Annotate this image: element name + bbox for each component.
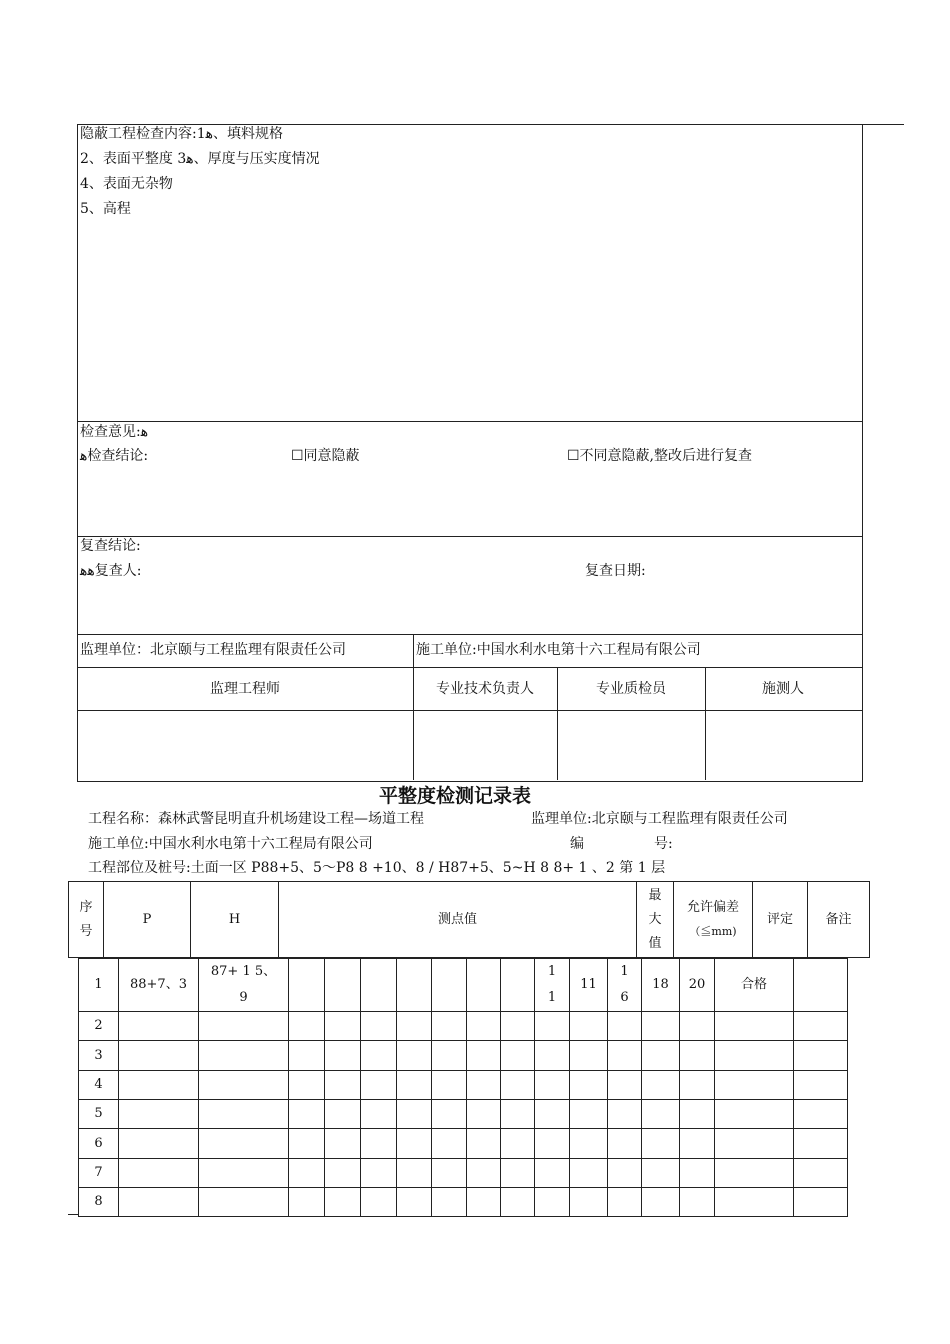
data-cell[interactable] [397, 1100, 432, 1129]
data-cell[interactable] [432, 1159, 467, 1188]
point-cell[interactable] [289, 959, 325, 1012]
data-cell[interactable] [535, 1012, 570, 1041]
data-cell[interactable] [432, 1129, 467, 1159]
opinion-label: 检查意见:ﻫ [80, 424, 149, 440]
location-station: 工程部位及桩号:土面一区 P88+5、5～P8 8 +10、8 / H87+5、5~H 8 8+ 1 、2 第 1 层 [88, 860, 666, 876]
table-row [79, 1100, 901, 1129]
data-cell[interactable] [289, 1159, 325, 1188]
data-cell[interactable] [608, 1012, 642, 1041]
data-cell[interactable] [119, 1071, 199, 1100]
data-cell[interactable] [715, 1041, 794, 1071]
content-line-3: 4、表面无杂物 [80, 176, 173, 192]
data-cell[interactable] [199, 1188, 289, 1217]
record-title: 平整度检测记录表 [378, 785, 531, 807]
data-cell[interactable] [535, 1159, 570, 1188]
data-cell[interactable] [397, 1041, 432, 1071]
project-name: 工程名称：森林武警昆明直升机场建设工程—场道工程 [88, 811, 424, 827]
disagree-checkbox-option[interactable]: ☐不同意隐蔽,整改后进行复查 [567, 448, 753, 464]
row-seq: 6 [79, 1129, 119, 1159]
data-cell[interactable] [397, 1159, 432, 1188]
row-seq: 7 [79, 1159, 119, 1188]
data-cell[interactable] [361, 1041, 397, 1071]
content-line-2: 2、表面平整度 3ﻫ、厚度与压实度情况 [80, 151, 320, 167]
data-cell[interactable] [467, 1188, 501, 1217]
construction-unit: 施工单位:中国水利水电第十六工程局有限公司 [416, 642, 701, 658]
row-seq: 4 [79, 1071, 119, 1100]
data-cell[interactable] [325, 1188, 361, 1217]
data-cell[interactable] [642, 1071, 680, 1100]
data-cell[interactable] [570, 1188, 608, 1217]
data-cell[interactable] [535, 1129, 570, 1159]
data-cell[interactable] [535, 1041, 570, 1071]
content-line-4: 5、高程 [80, 201, 131, 217]
data-cell[interactable] [794, 1159, 848, 1188]
row-seq: 1 [79, 959, 119, 1012]
header-seq: 序 号 [69, 882, 104, 958]
header-p: P [104, 882, 191, 958]
data-cell[interactable] [397, 1012, 432, 1041]
data-cell[interactable] [432, 1012, 467, 1041]
data-cell[interactable] [289, 1071, 325, 1100]
data-cell[interactable] [397, 1188, 432, 1217]
table-row [79, 1071, 901, 1100]
data-cell[interactable] [535, 1188, 570, 1217]
row-h: 87+ 1 5、 9 [199, 959, 289, 1012]
data-cell[interactable] [361, 1129, 397, 1159]
record-construction-unit: 施工单位:中国水利水电第十六工程局有限公司 [88, 836, 373, 852]
row-seq: 2 [79, 1012, 119, 1041]
data-cell[interactable] [432, 1100, 467, 1129]
data-cell[interactable] [199, 1041, 289, 1071]
data-cell[interactable] [361, 1100, 397, 1129]
data-cell[interactable] [501, 1188, 535, 1217]
data-cell[interactable] [325, 1159, 361, 1188]
data-cell[interactable] [119, 1041, 199, 1071]
data-cell[interactable] [680, 1100, 715, 1129]
data-cell[interactable] [361, 1071, 397, 1100]
point-value-1: 1 1 [535, 959, 570, 1012]
data-cell[interactable] [361, 1012, 397, 1041]
role-supervising-engineer: 监理工程师 [210, 681, 280, 697]
data-cell[interactable] [119, 1129, 199, 1159]
data-cell[interactable] [642, 1129, 680, 1159]
recheck-label: 复查结论: [80, 538, 141, 554]
data-cell[interactable] [325, 1100, 361, 1129]
point-value-3: 1 6 [608, 959, 642, 1012]
data-cell[interactable] [289, 1100, 325, 1129]
agree-checkbox-option[interactable]: ☐同意隐蔽 [291, 448, 360, 464]
data-cell[interactable] [535, 1071, 570, 1100]
row-tolerance: 20 [680, 959, 715, 1012]
data-cell[interactable] [325, 1012, 361, 1041]
data-cell[interactable] [608, 1159, 642, 1188]
data-cell[interactable] [501, 1041, 535, 1071]
data-cell[interactable] [535, 1100, 570, 1129]
row-p: 88+7、3 [119, 959, 199, 1012]
data-cell[interactable] [289, 1041, 325, 1071]
row-seq: 8 [79, 1188, 119, 1217]
data-cell[interactable] [432, 1071, 467, 1100]
data-cell[interactable] [715, 1188, 794, 1217]
data-cell[interactable] [501, 1129, 535, 1159]
data-cell[interactable] [501, 1100, 535, 1129]
bottom-left-rule [68, 1214, 78, 1215]
data-cell[interactable] [119, 1012, 199, 1041]
data-cell[interactable] [467, 1071, 501, 1100]
data-cell[interactable] [467, 1012, 501, 1041]
supervision-unit: 监理单位：北京颐与工程监理有限责任公司 [80, 642, 346, 658]
data-cell[interactable] [680, 1012, 715, 1041]
header-tolerance: 允许偏差 （≦mm) [674, 882, 753, 958]
data-cell[interactable] [199, 1100, 289, 1129]
point-cell[interactable] [501, 959, 535, 1012]
data-cell[interactable] [570, 1159, 608, 1188]
row-seq: 3 [79, 1041, 119, 1071]
data-cell[interactable] [289, 1012, 325, 1041]
data-cell[interactable] [397, 1071, 432, 1100]
divider-opinion [77, 421, 862, 422]
data-cell[interactable] [794, 1012, 848, 1041]
role-surveyor: 施测人 [762, 681, 804, 697]
row-max-value: 18 [642, 959, 680, 1012]
header-max-value: 最 大 值 [637, 882, 674, 958]
data-cell[interactable] [501, 1159, 535, 1188]
data-cell[interactable] [432, 1041, 467, 1071]
conclusion-label: ﻫ检查结论: [80, 448, 149, 464]
record-supervision-unit: 监理单位:北京颐与工程监理有限责任公司 [531, 811, 788, 827]
data-cell[interactable] [501, 1012, 535, 1041]
data-cell[interactable] [794, 1188, 848, 1217]
table-row [79, 1188, 901, 1217]
data-cell[interactable] [715, 1071, 794, 1100]
data-cell[interactable] [119, 1159, 199, 1188]
row-seq: 5 [79, 1100, 119, 1129]
divider-signatures [77, 710, 862, 711]
data-cell[interactable] [289, 1188, 325, 1217]
record-data-table [78, 958, 901, 1217]
data-cell[interactable] [680, 1041, 715, 1071]
data-cell[interactable] [642, 1041, 680, 1071]
data-cell[interactable] [199, 1159, 289, 1188]
data-cell[interactable] [432, 1188, 467, 1217]
table-row [79, 1129, 901, 1159]
data-cell[interactable] [680, 1129, 715, 1159]
rechecker-label: ﻫﻫ复查人: [80, 563, 142, 579]
data-cell[interactable] [199, 1012, 289, 1041]
point-value-2: 11 [570, 959, 608, 1012]
data-cell[interactable] [119, 1100, 199, 1129]
divider-units [77, 634, 862, 635]
data-cell[interactable] [642, 1159, 680, 1188]
point-cell[interactable] [397, 959, 432, 1012]
data-cell[interactable] [325, 1129, 361, 1159]
data-cell[interactable] [325, 1041, 361, 1071]
data-cell[interactable] [467, 1041, 501, 1071]
data-cell[interactable] [119, 1188, 199, 1217]
data-cell[interactable] [570, 1129, 608, 1159]
point-cell[interactable] [325, 959, 361, 1012]
data-cell[interactable] [289, 1129, 325, 1159]
data-cell[interactable] [642, 1012, 680, 1041]
role-quality-inspector: 专业质检员 [596, 681, 666, 697]
header-h: H [191, 882, 279, 958]
data-cell[interactable] [608, 1071, 642, 1100]
header-rating: 评定 [753, 882, 808, 958]
top-right-rule [861, 124, 904, 125]
units-split [413, 634, 414, 780]
role-technical-lead: 专业技术负责人 [436, 681, 534, 697]
data-cell[interactable] [467, 1159, 501, 1188]
recheck-date-label: 复查日期: [585, 563, 646, 579]
data-cell[interactable] [467, 1129, 501, 1159]
data-cell[interactable] [608, 1041, 642, 1071]
data-cell[interactable] [570, 1012, 608, 1041]
row-remark[interactable] [794, 959, 848, 1012]
table-row [79, 1159, 901, 1188]
divider-roles [77, 667, 862, 668]
data-cell[interactable] [467, 1100, 501, 1129]
row-rating: 合格 [715, 959, 794, 1012]
data-cell[interactable] [199, 1129, 289, 1159]
data-cell[interactable] [715, 1012, 794, 1041]
data-cell[interactable] [397, 1129, 432, 1159]
data-cell[interactable] [325, 1071, 361, 1100]
data-cell[interactable] [715, 1159, 794, 1188]
point-cell[interactable] [432, 959, 467, 1012]
data-cell[interactable] [570, 1041, 608, 1071]
data-cell[interactable] [642, 1100, 680, 1129]
point-cell[interactable] [361, 959, 397, 1012]
data-cell[interactable] [199, 1071, 289, 1100]
data-cell[interactable] [501, 1071, 535, 1100]
data-cell[interactable] [794, 1100, 848, 1129]
data-cell[interactable] [794, 1071, 848, 1100]
data-cell[interactable] [715, 1100, 794, 1129]
data-cell[interactable] [608, 1129, 642, 1159]
data-cell[interactable] [794, 1129, 848, 1159]
table-row [79, 959, 901, 1012]
data-cell[interactable] [608, 1188, 642, 1217]
data-cell[interactable] [794, 1041, 848, 1071]
data-cell[interactable] [361, 1159, 397, 1188]
data-cell[interactable] [608, 1100, 642, 1129]
point-cell[interactable] [467, 959, 501, 1012]
divider-recheck [77, 536, 862, 537]
data-cell[interactable] [680, 1159, 715, 1188]
table-row [79, 1012, 901, 1041]
serial-number-label-2: 号: [654, 836, 673, 852]
data-cell[interactable] [680, 1188, 715, 1217]
data-cell[interactable] [361, 1188, 397, 1217]
data-cell[interactable] [680, 1071, 715, 1100]
record-header-table [68, 881, 870, 958]
table-row [79, 1041, 901, 1071]
header-measured-points: 测点值 [279, 882, 637, 958]
data-cell[interactable] [642, 1188, 680, 1217]
header-remark: 备注 [808, 882, 870, 958]
data-cell[interactable] [715, 1129, 794, 1159]
data-cell[interactable] [570, 1100, 608, 1129]
content-line-1: 隐蔽工程检查内容:1ﻫ、填料规格 [80, 126, 284, 142]
serial-number-label: 编 [570, 836, 584, 852]
data-cell[interactable] [570, 1071, 608, 1100]
